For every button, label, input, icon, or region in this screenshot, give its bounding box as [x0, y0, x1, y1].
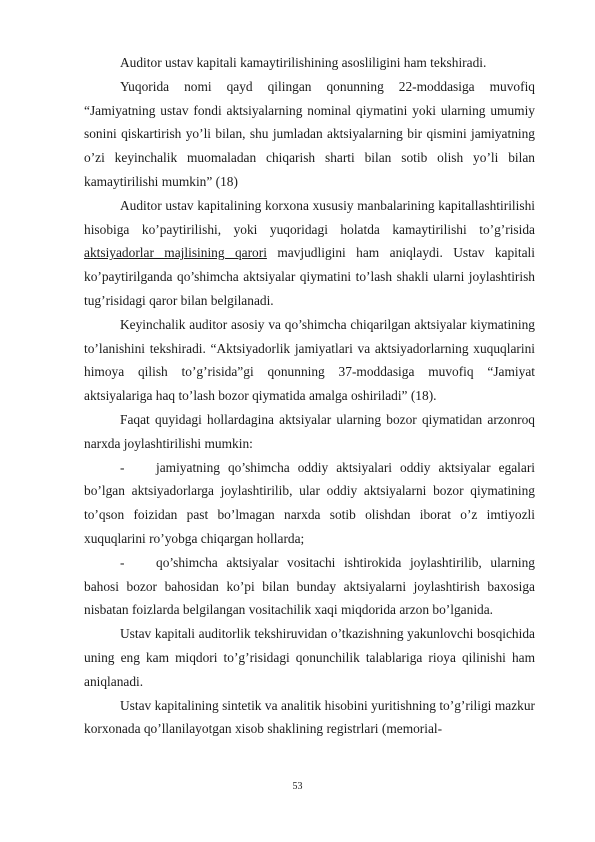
shareholders-meeting-decision-link: aktsiyadorlar majlisining qarori	[84, 245, 267, 261]
paragraph-capital-increase-text-1: Auditor ustav kapitalining korxona xususiy manbalarining kapitallashtirilishi hisobiga ko’paytirilishi, yoki yuqoridagi holatda kamaytirilishi to’g’risida	[84, 197, 535, 237]
page-number: 53	[292, 781, 303, 792]
paragraph-exceptions-intro: Faqat quyidagi hollardagina aktsiyalar ularning bozor qiymatidan arzonroq narxda joylashtirilishi mumkin:	[84, 411, 535, 451]
list-item	[84, 551, 535, 622]
list-item	[84, 456, 535, 551]
paragraph-law-article-22: Yuqorida nomi qayd qilingan qonunning 22-moddasiga muvofiq “Jamiyatning ustav fondi aktsiyalarning nominal qiymatini yoki ularning umumiy sonini qiskartirish yo’li bilan, shu jumladan aktsiyalarning bir qismini jamiyatning o’zi keyinchalik muomaladan chiqarish sharti bilan sotib olish yo’li bilan kamaytirilishi mumkin” (18)	[84, 78, 535, 189]
paragraph-audit-basis: Auditor ustav kapitali kamaytirilishining asosliligini ham tekshiradi.	[120, 55, 487, 70]
list-dash: -	[120, 459, 125, 475]
list-item-text: jamiyatning qo’shimcha oddiy aktsiyalari oddiy aktsiyalar egalari bo’lgan aktsiyadorlarga joylashtirilib, ular oddiy aktsiyalarni bozor qiymatining to’qson foizidan past bo’lmagan narxda sotib olishdan iborat o’z imtiyozli xuquqlarini ro’yobga chiqargan hollarda;	[84, 459, 535, 546]
paragraph-capital-increase-text-2: mavjudligini ham aniqlaydi. Ustav kapitali ko’paytirilganda qo’shimcha aktsiyalar qiymatini to’lash shakli ularni joylashtirish tug’risidagi qaror bilan belgilanadi.	[84, 245, 536, 308]
paragraph-capital-increase	[84, 194, 535, 313]
document-body	[84, 51, 535, 741]
paragraph-law-article-37: Keyinchalik auditor asosiy va qo’shimcha chiqarilgan aktsiyalar kiymatining to’lanishini tekshiradi. “Aktsiyadorlik jamiyatlari va aktsiyadorlarning xuquqlarini himoya qilish to’g’risida”gi qonunning 37-moddasiga muvofiq “Jamiyat aktsiyalariga haq to’lash bozor qiymatida amalga oshiriladi” (18).	[84, 316, 535, 404]
list-item-text: qo’shimcha aktsiyalar vositachi ishtirokida joylashtirilib, ularning bahosi bozor bahosidan ko’pi bilan bunday aktsiyalarni joylashtirish baxosiga nisbatan foizlarda belgilangan vositachilik xaqi miqdorida arzon bo’lganida.	[84, 554, 535, 618]
list-dash: -	[120, 554, 125, 570]
paragraph-final-stage: Ustav kapitali auditorlik tekshiruvidan o’tkazishning yakunlovchi bosqichida uning eng kam miqdori to’g’risidagi qonunchilik talablariga rioya qilinishi ham aniqlanadi.	[84, 626, 535, 689]
paragraph-synthetic-analytic: Ustav kapitalining sintetik va analitik hisobini yuritishning to’g’riligi mazkur korxonada qo’llanilayotgan xisob shaklining registrlari (memorial-	[84, 697, 535, 737]
